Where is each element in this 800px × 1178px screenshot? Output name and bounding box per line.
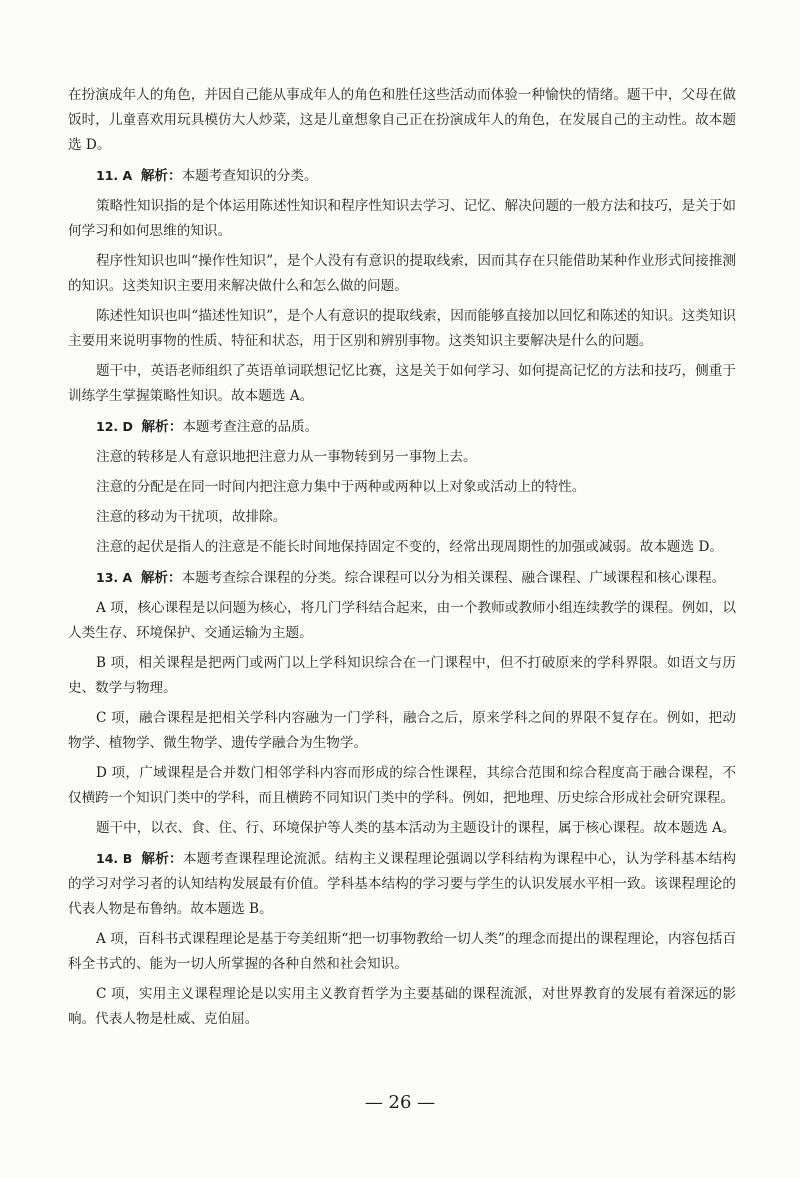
question-number-answer: 12. D [96, 419, 133, 434]
paragraph [68, 761, 736, 811]
paragraph [68, 304, 736, 354]
paragraph [68, 359, 736, 409]
paragraph-text: 陈述性知识也叫“描述性知识”，是个人有意识的提取线索，因而能够直接加以回忆和陈述的知识。这类知识主要用来说明事物的性质、特征和状态，用于区别和辨别事物。这类知识主要解决是什么的问题。 [68, 308, 736, 349]
paragraph [68, 651, 736, 701]
document-body [68, 83, 736, 1037]
question-number-answer: 14. B [96, 851, 133, 866]
paragraph-text: D 项，广域课程是合并数门相邻学科内容而形成的综合性课程，其综合范围和综合程度高于融合课程，不仅横跨一个知识门类中的学科，而且横跨不同知识门类中的学科。例如，把地理、历史综合形成社会研究课程。 [68, 765, 736, 806]
question-number-answer: 11. A [96, 168, 133, 183]
paragraph [68, 596, 736, 646]
paragraph-text: B 项，相关课程是把两门或两门以上学科知识综合在一门课程中，但不打破原来的学科界限。如语文与历史、数学与物理。 [68, 655, 736, 696]
paragraph [68, 83, 736, 158]
paragraph-text: 本题考查综合课程的分类。综合课程可以分为相关课程、融合课程、广域课程和核心课程。 [181, 570, 726, 586]
analysis-label: 解析： [141, 851, 183, 867]
paragraph-text: 注意的分配是在同一时间内把注意力集中于两种或两种以上对象或活动上的特性。 [96, 479, 586, 495]
paragraph-text: 题干中，英语老师组织了英语单词联想记忆比赛，这是关于如何学习、如何提高记忆的方法和技巧，侧重于训练学生掌握策略性知识。故本题选 A。 [68, 363, 736, 404]
paragraph-text: C 项，融合课程是把相关学科内容融为一门学科，融合之后，原来学科之间的界限不复存在。例如，把动物学、植物学、微生物学、遗传学融合为生物学。 [68, 710, 736, 751]
paragraph-text: 注意的起伏是指人的注意是不能长时间地保持固定不变的，经常出现周期性的加强或减弱。故本题选 D。 [96, 539, 723, 555]
paragraph-text: A 项，百科书式课程理论是基于夸美纽斯“把一切事物教给一切人类”的理念而提出的课程理论，内容包括百科全书式的、能为一切人所掌握的各种自然和社会知识。 [68, 931, 736, 972]
paragraph-text: 策略性知识指的是个体运用陈述性知识和程序性知识去学习、记忆、解决问题的一般方法和技巧，是关于如何学习和如何思维的知识。 [68, 198, 736, 239]
question-header [68, 163, 736, 189]
analysis-label: 解析： [141, 419, 183, 435]
question-number-answer: 13. A [96, 570, 133, 585]
paragraph-text: 程序性知识也叫“操作性知识”，是个人没有有意识的提取线索，因而其存在只能借助某种作业形式间接推测的知识。这类知识主要用来解决做什么和怎么做的问题。 [68, 253, 736, 294]
analysis-label: 解析： [140, 168, 182, 184]
paragraph [68, 816, 736, 841]
question-header [68, 846, 736, 922]
paragraph [68, 249, 736, 299]
paragraph [68, 194, 736, 244]
paragraph [68, 475, 736, 500]
page-number: — 26 — [364, 1092, 436, 1113]
paragraph-text: A 项，核心课程是以问题为核心，将几门学科结合起来，由一个教师或教师小组连续教学的课程。例如，以人类生存、环境保护、交通运输为主题。 [68, 600, 736, 641]
question-header [68, 565, 736, 591]
paragraph [68, 706, 736, 756]
paragraph [68, 535, 736, 560]
paragraph-text: 题干中，以衣、食、住、行、环境保护等人类的基本活动为主题设计的课程，属于核心课程。故本题选 A。 [96, 820, 736, 836]
paragraph [68, 982, 736, 1032]
paragraph-text: 本题考查课程理论流派。结构主义课程理论强调以学科结构为课程中心，认为学科基本结构的学习对学习者的认知结构发展最有价值。学科基本结构的学习要与学生的认识发展水平相一致。该课程理论的代表人物是布鲁纳。故本题选 B。 [68, 851, 736, 917]
paragraph [68, 505, 736, 530]
paragraph-text: C 项，实用主义课程理论是以实用主义教育哲学为主要基础的课程流派，对世界教育的发展有着深远的影响。代表人物是杜威、克伯屈。 [68, 986, 736, 1027]
question-header [68, 414, 736, 440]
paragraph-text: 注意的移动为干扰项，故排除。 [96, 509, 287, 525]
paragraph-text: 在扮演成年人的角色，并因自己能从事成年人的角色和胜任这些活动而体验一种愉快的情绪。题干中，父母在做饭时，儿童喜欢用玩具模仿大人炒菜，这是儿童想象自己正在扮演成年人的角色，在发展自己的主动性。故本题选 D。 [68, 87, 736, 153]
paragraph-text: 本题考查注意的品质。 [182, 419, 319, 435]
analysis-label: 解析： [140, 570, 182, 586]
paragraph-text: 注意的转移是人有意识地把注意力从一事物转到另一事物上去。 [96, 449, 477, 465]
paragraph-text: 本题考查知识的分类。 [181, 168, 318, 184]
paragraph [68, 445, 736, 470]
paragraph [68, 927, 736, 977]
